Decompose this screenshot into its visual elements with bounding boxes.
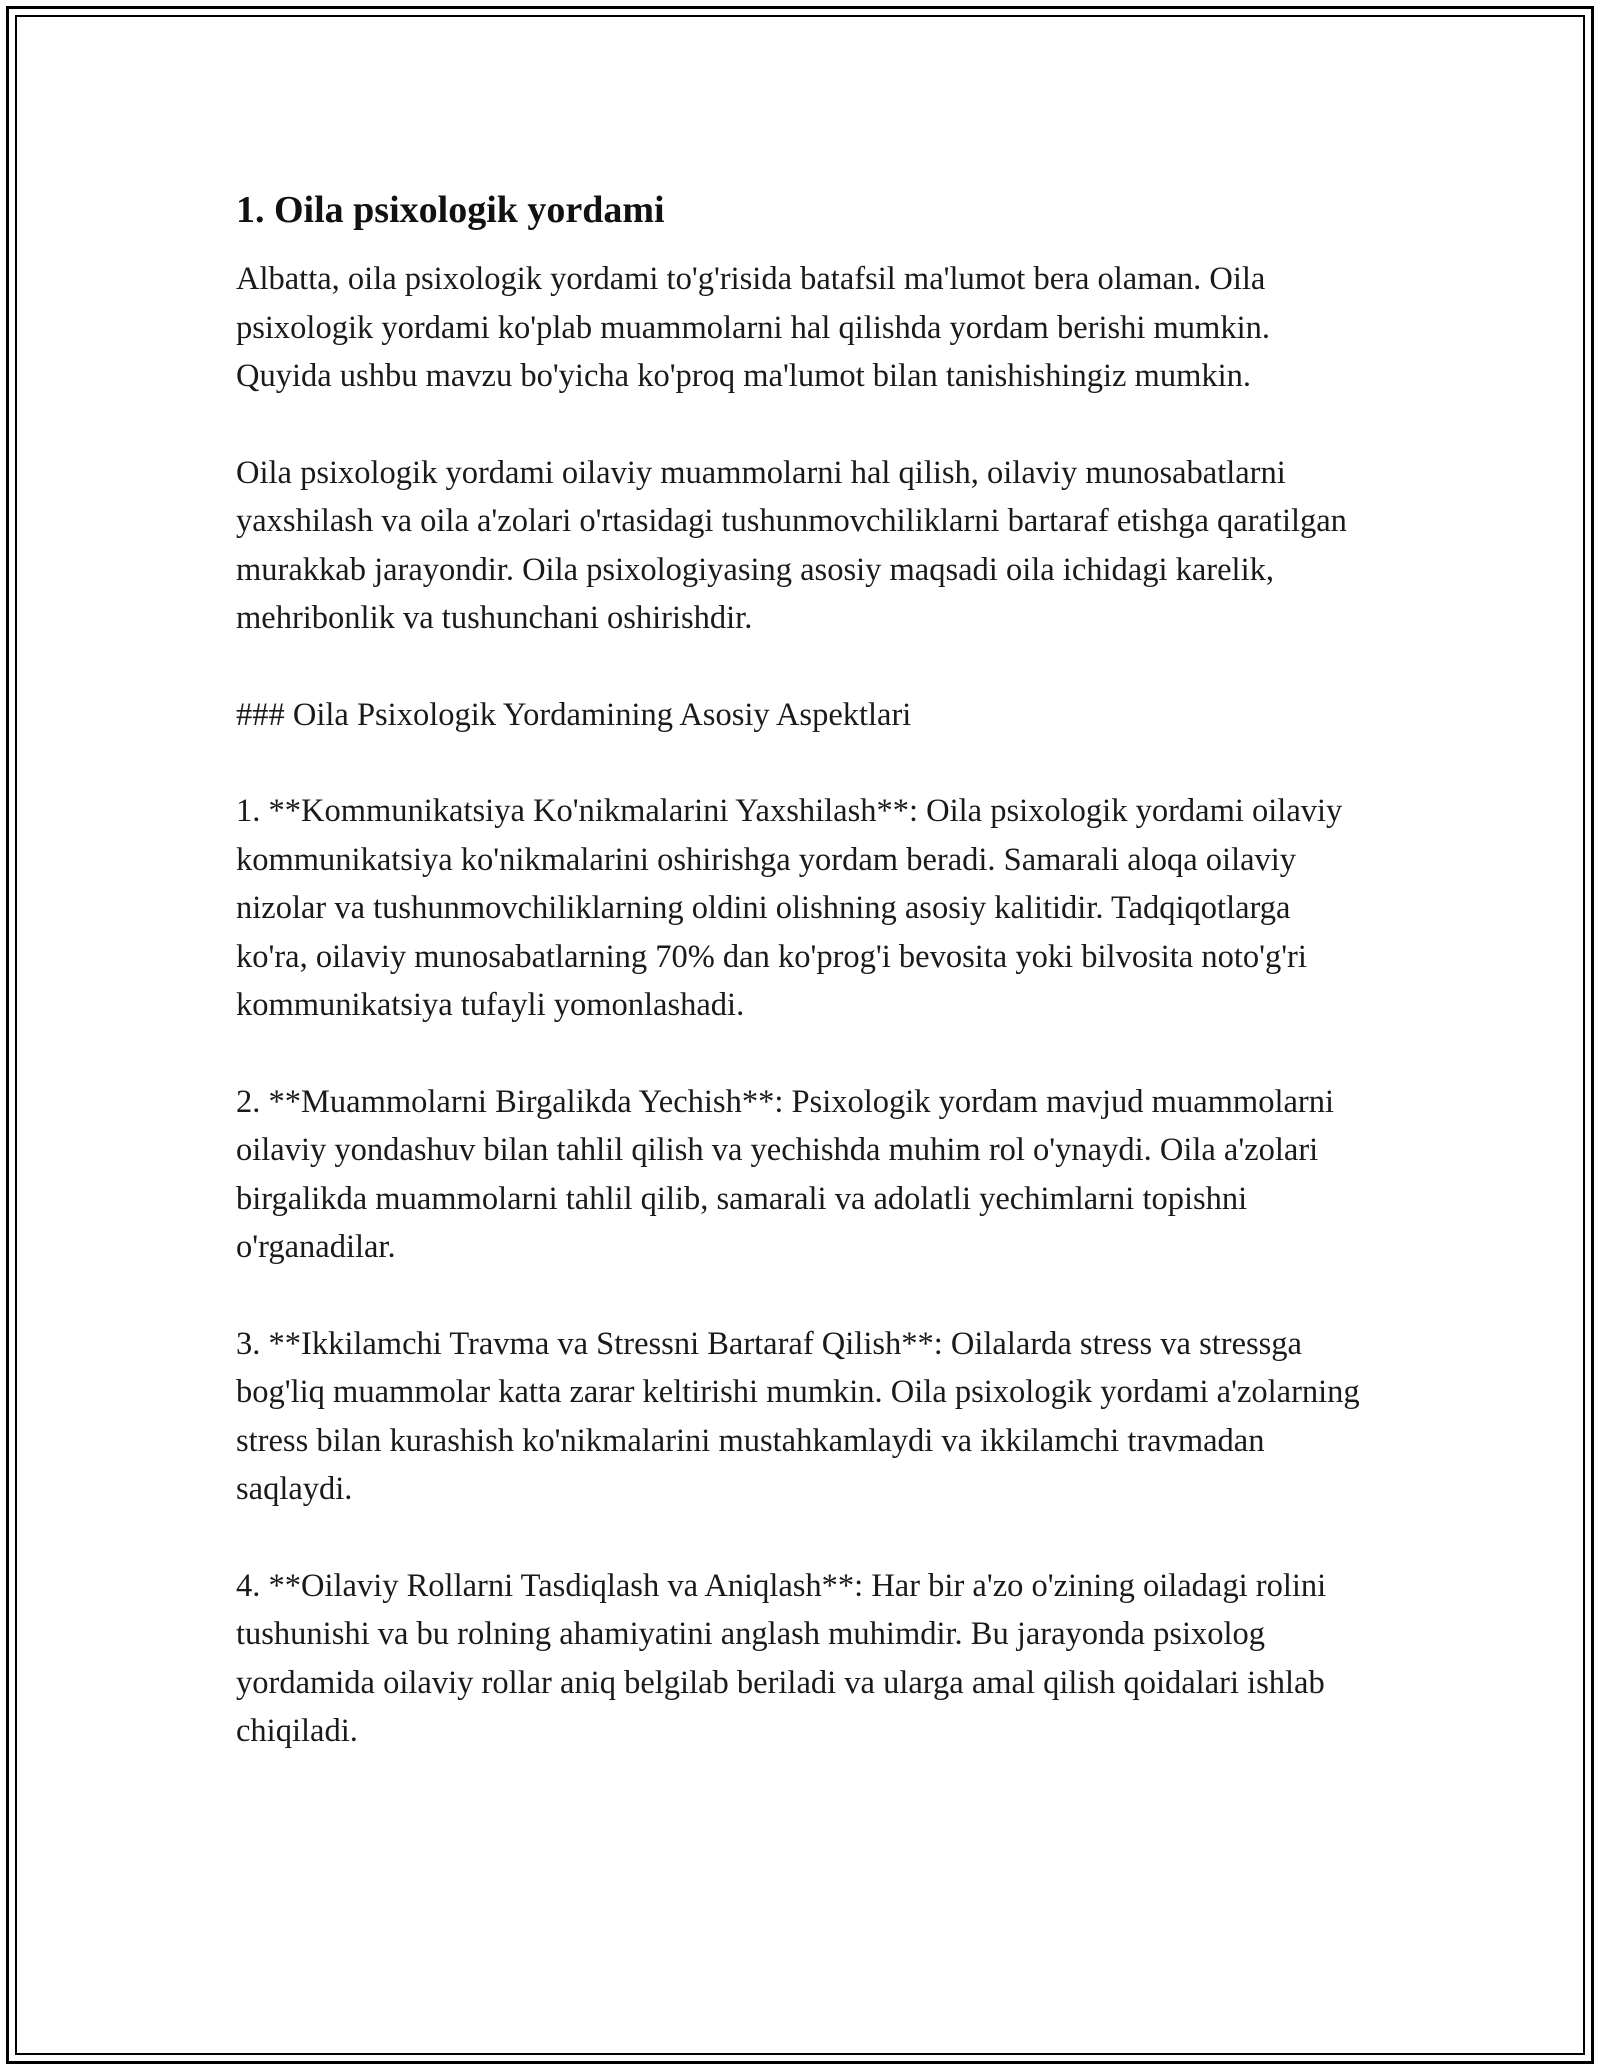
document-body xyxy=(236,185,1366,1804)
list-item-roles: 4. **Oilaviy Rollarni Tasdiqlash va Aniqlash**: Har bir a'zo o'zining oiladagi rolini tushunishi va bu rolning ahamiyatini anglash muhimdir. Bu jarayonda psixolog yordamida oilaviy rollar aniq belgilab beriladi va ularga amal qilish qoidalari ishlab chiqiladi. xyxy=(236,1567,1327,1749)
list-item-communication: 1. **Kommunikatsiya Ko'nikmalarini Yaxshilash**: Oila psixologik yordami oilaviy kommunikatsiya ko'nikmalarini oshirishga yordam beradi. Samarali aloqa oilaviy nizolar va tushunmovchiliklarning oldini olishning asosiy kalitidir. Tadqiqotlarga ko'ra, oilaviy munosabatlarning 70% dan ko'prog'i bevosita yoki bilvosita noto'g'ri kommunikatsiya tufayli yomonlashadi. xyxy=(236,793,1343,1023)
document-title: 1. Oila psixologik yordami xyxy=(236,189,665,231)
section-heading: ### Oila Psixologik Yordamining Asosiy Aspektlari xyxy=(236,696,912,733)
paragraph-intro: Albatta, oila psixologik yordami to'g'risida batafsil ma'lumot bera olaman. Oila psixologik yordami ko'plab muammolarni hal qilishda yordam berishi mumkin. Quyida ushbu mavzu bo'yicha ko'proq ma'lumot bilan tanishishingiz mumkin. xyxy=(236,261,1270,394)
list-item-stress: 3. **Ikkilamchi Travma va Stressni Bartaraf Qilish**: Oilalarda stress va stressga bog'liq muammolar katta zarar keltirishi mumkin. Oila psixologik yordami a'zolarning stress bilan kurashish ko'nikmalarini mustahkamlaydi va ikkilamchi travmadan saqlaydi. xyxy=(236,1325,1360,1507)
paragraph-overview: Oila psixologik yordami oilaviy muammolarni hal qilish, oilaviy munosabatlarni yaxshilash va oila a'zolari o'rtasidagi tushunmovchiliklarni bartaraf etishga qaratilgan murakkab jarayondir. Oila psixologiyasing asosiy maqsadi oila ichidagi karelik, mehribonlik va tushunchani oshirishdir. xyxy=(236,454,1347,636)
list-item-problem-solving: 2. **Muammolarni Birgalikda Yechish**: Psixologik yordam mavjud muammolarni oilaviy yondashuv bilan tahlil qilish va yechishda muhim rol o'ynaydi. Oila a'zolari birgalikda muammolarni tahlil qilib, samarali va adolatli yechimlarni topishni o'rganadilar. xyxy=(236,1083,1335,1265)
